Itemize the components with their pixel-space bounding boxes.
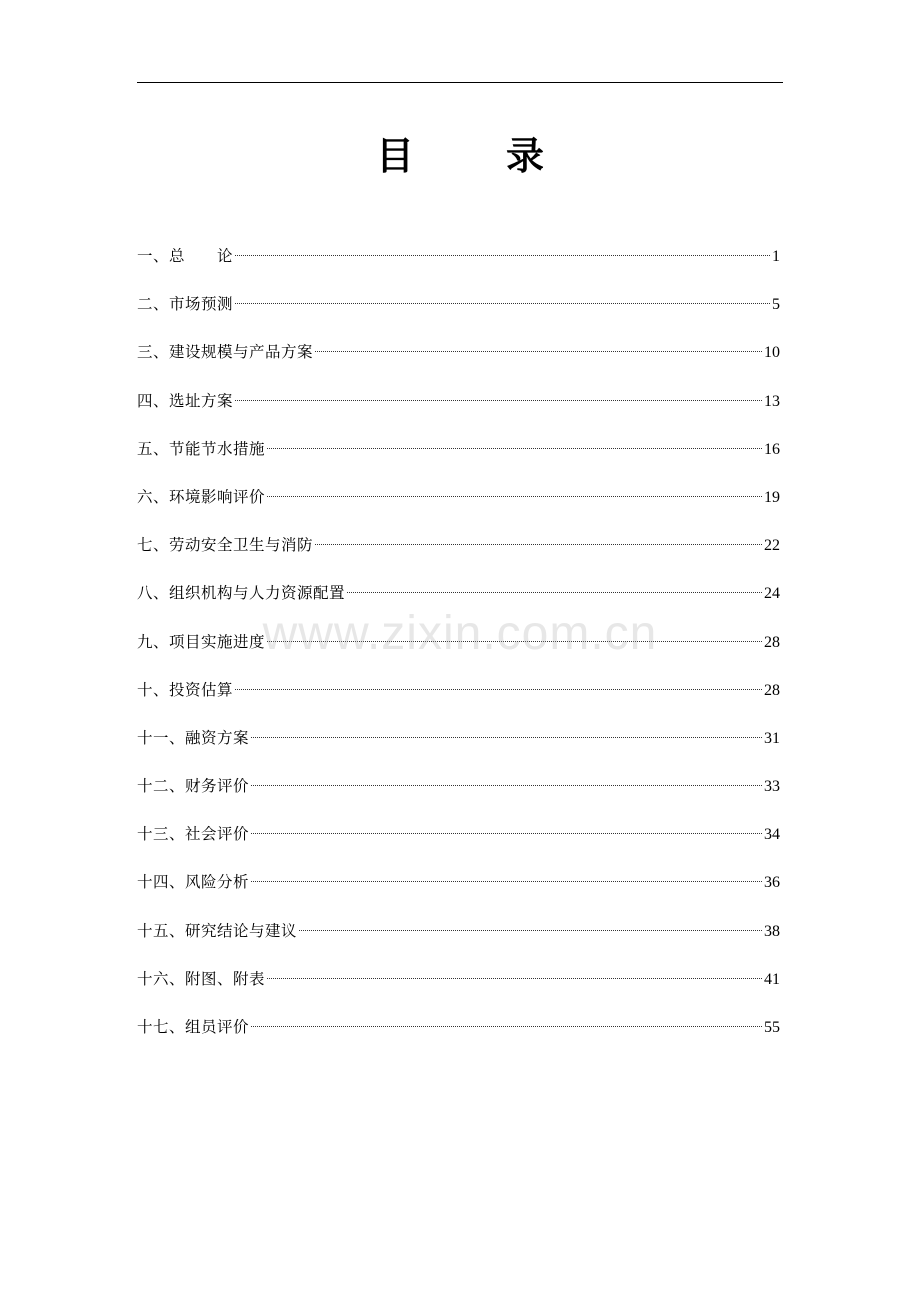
toc-entry-page: 19 [764, 488, 780, 506]
toc-entry-label: 一、总 论 [137, 247, 234, 265]
toc-entry-page: 33 [764, 778, 780, 796]
toc-entry-page: 28 [764, 633, 780, 651]
toc-entry[interactable] [137, 672, 780, 720]
toc-entry-label: 十六、附图、附表 [137, 969, 266, 988]
toc-entry-page: 16 [764, 440, 780, 458]
toc-entry-page: 41 [764, 970, 780, 988]
toc-entry-label: 五、节能节水措施 [137, 439, 266, 458]
toc-entry-page: 5 [772, 296, 780, 314]
toc-entry-label: 九、项目实施进度 [137, 632, 266, 651]
toc-entry-page: 34 [764, 826, 780, 844]
toc-entry-page: 13 [764, 392, 780, 410]
toc-entry[interactable] [137, 1009, 780, 1057]
toc-entry-label: 十三、社会评价 [137, 825, 250, 844]
toc-entry-label: 十二、财务评价 [137, 777, 250, 796]
watermark-text: www.zixin.com.cn [262, 607, 658, 660]
toc-leader-dots [267, 495, 762, 497]
toc-entry[interactable] [137, 431, 780, 479]
toc-entry-label: 十一、融资方案 [137, 728, 250, 747]
toc-leader-dots [251, 832, 762, 834]
toc-leader-dots [235, 302, 770, 304]
toc-entry[interactable] [137, 864, 780, 912]
toc-entry[interactable] [137, 624, 780, 672]
toc-entry-label: 十五、研究结论与建议 [137, 921, 298, 940]
toc-entry-label: 十、投资估算 [137, 680, 234, 699]
toc-entry[interactable] [137, 575, 780, 623]
toc-entry-label: 六、环境影响评价 [137, 487, 266, 506]
toc-entry[interactable] [137, 238, 780, 286]
toc-title [137, 122, 783, 182]
header-rule [137, 82, 783, 83]
toc-leader-dots [267, 640, 762, 642]
toc-entry-label: 四、选址方案 [137, 391, 234, 410]
toc-leader-dots [267, 977, 762, 979]
toc-leader-dots [299, 929, 762, 931]
toc-entry-page: 28 [764, 681, 780, 699]
toc-entry-page: 10 [764, 344, 780, 362]
toc-entry-label: 八、组织机构与人力资源配置 [137, 584, 346, 603]
toc-leader-dots [251, 880, 762, 882]
toc-entry-label: 二、市场预测 [137, 295, 234, 314]
toc-entry-page: 36 [764, 874, 780, 892]
toc-entry[interactable] [137, 286, 780, 334]
toc-entry[interactable] [137, 383, 780, 431]
toc-entry[interactable] [137, 768, 780, 816]
toc-entry[interactable] [137, 961, 780, 1009]
toc-leader-dots [347, 591, 762, 593]
toc-entry[interactable] [137, 334, 780, 382]
toc-leader-dots [267, 447, 762, 449]
toc-entry[interactable] [137, 816, 780, 864]
toc-entry[interactable] [137, 720, 780, 768]
toc-entry-page: 31 [764, 729, 780, 747]
toc-leader-dots [315, 543, 762, 545]
toc-leader-dots [235, 399, 762, 401]
toc-leader-dots [251, 784, 762, 786]
toc-entry[interactable] [137, 479, 780, 527]
table-of-contents [137, 238, 780, 1057]
toc-title-char-2: 录 [506, 133, 545, 178]
toc-entry[interactable] [137, 527, 780, 575]
toc-entry-label: 七、劳动安全卫生与消防 [137, 536, 314, 555]
toc-entry-page: 24 [764, 585, 780, 603]
toc-leader-dots [235, 688, 762, 690]
toc-title-char-1: 目 [375, 133, 414, 178]
toc-leader-dots [315, 350, 762, 352]
toc-leader-dots [251, 1025, 762, 1027]
toc-entry-label: 十七、组员评价 [137, 1018, 250, 1036]
toc-entry-label: 三、建设规模与产品方案 [137, 343, 314, 362]
toc-entry-page: 38 [764, 922, 780, 940]
toc-entry-page: 22 [764, 537, 780, 555]
toc-entry-page: 1 [772, 248, 780, 265]
toc-entry-page: 55 [764, 1019, 780, 1036]
toc-entry-label: 十四、风险分析 [137, 873, 250, 892]
toc-entry[interactable] [137, 913, 780, 961]
toc-leader-dots [235, 254, 770, 256]
toc-leader-dots [251, 736, 762, 738]
